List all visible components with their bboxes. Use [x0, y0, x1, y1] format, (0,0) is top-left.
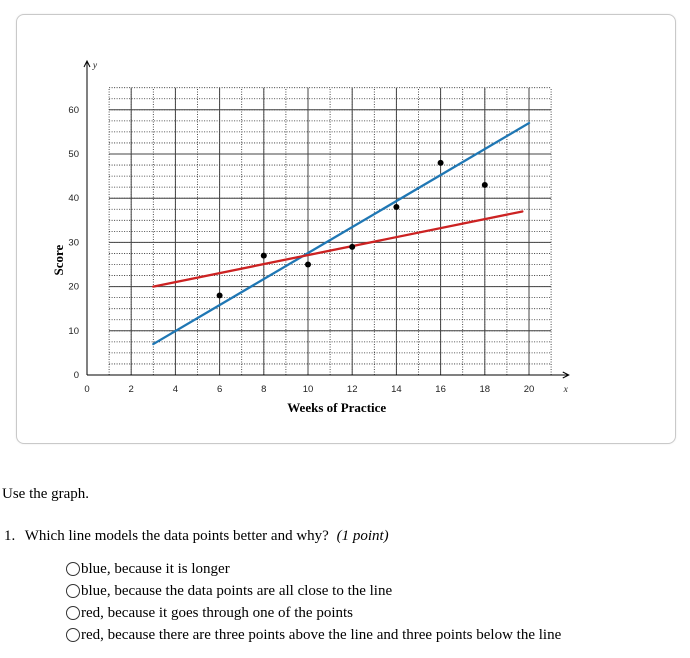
- x-tick-label: 20: [523, 384, 535, 395]
- radio-button[interactable]: [66, 606, 80, 620]
- answer-option-3[interactable]: [66, 602, 561, 624]
- answer-option-label: blue, because it is longer: [81, 560, 230, 577]
- data-point: [305, 262, 311, 268]
- data-point: [482, 182, 488, 188]
- answer-option-2[interactable]: [66, 580, 561, 602]
- question-number: 1.: [4, 528, 16, 544]
- x-tick-label: 16: [435, 384, 446, 395]
- y-tick-label: 20: [68, 281, 79, 293]
- x-tick-label: 4: [172, 384, 179, 395]
- question-points: (1 point): [336, 528, 389, 544]
- x-tick-label: 6: [216, 384, 223, 395]
- question: [4, 528, 389, 545]
- answer-option-label: blue, because the data points are all close to the line: [81, 582, 393, 599]
- answer-option-label: red, because there are three points above the line and three points below the line: [81, 626, 562, 643]
- data-point: [393, 204, 399, 210]
- data-point: [217, 292, 223, 298]
- x-tick-label: 8: [261, 384, 267, 395]
- answer-options: [66, 558, 561, 646]
- y-tick-label: 50: [68, 149, 79, 160]
- answer-option-label: red, because it goes through one of the points: [81, 604, 354, 621]
- x-tick-label: 10: [302, 384, 314, 395]
- x-tick-label: 2: [128, 384, 134, 395]
- y-tick-label: 30: [68, 237, 79, 249]
- x-tick-label: 0: [84, 384, 90, 395]
- answer-option-1[interactable]: [66, 558, 561, 580]
- radio-button[interactable]: [66, 584, 80, 598]
- data-point: [349, 244, 355, 250]
- x-axis-title: Weeks of Practice: [287, 400, 387, 415]
- y-tick-label: 10: [68, 325, 79, 337]
- blue-line: [153, 123, 529, 344]
- instruction-text: Use the graph.: [2, 486, 90, 502]
- x-tick-label: 12: [346, 384, 358, 395]
- answer-option-4[interactable]: [66, 624, 561, 646]
- scatter-chart: [17, 15, 677, 445]
- y-tick-label: 0: [73, 370, 79, 381]
- y-tick-label: 40: [68, 193, 79, 205]
- graph-panel: [16, 14, 676, 444]
- x-axis-letter: x: [563, 385, 568, 395]
- y-tick-label: 60: [68, 104, 79, 116]
- x-tick-label: 18: [479, 384, 491, 395]
- radio-button[interactable]: [66, 562, 80, 576]
- y-axis-title: Score: [51, 244, 66, 276]
- y-axis-letter: y: [92, 61, 98, 71]
- radio-button[interactable]: [66, 628, 80, 642]
- x-tick-label: 14: [391, 384, 402, 395]
- data-point: [438, 160, 444, 166]
- question-text: Which line models the data points better and why?: [24, 528, 329, 544]
- data-point: [261, 253, 267, 259]
